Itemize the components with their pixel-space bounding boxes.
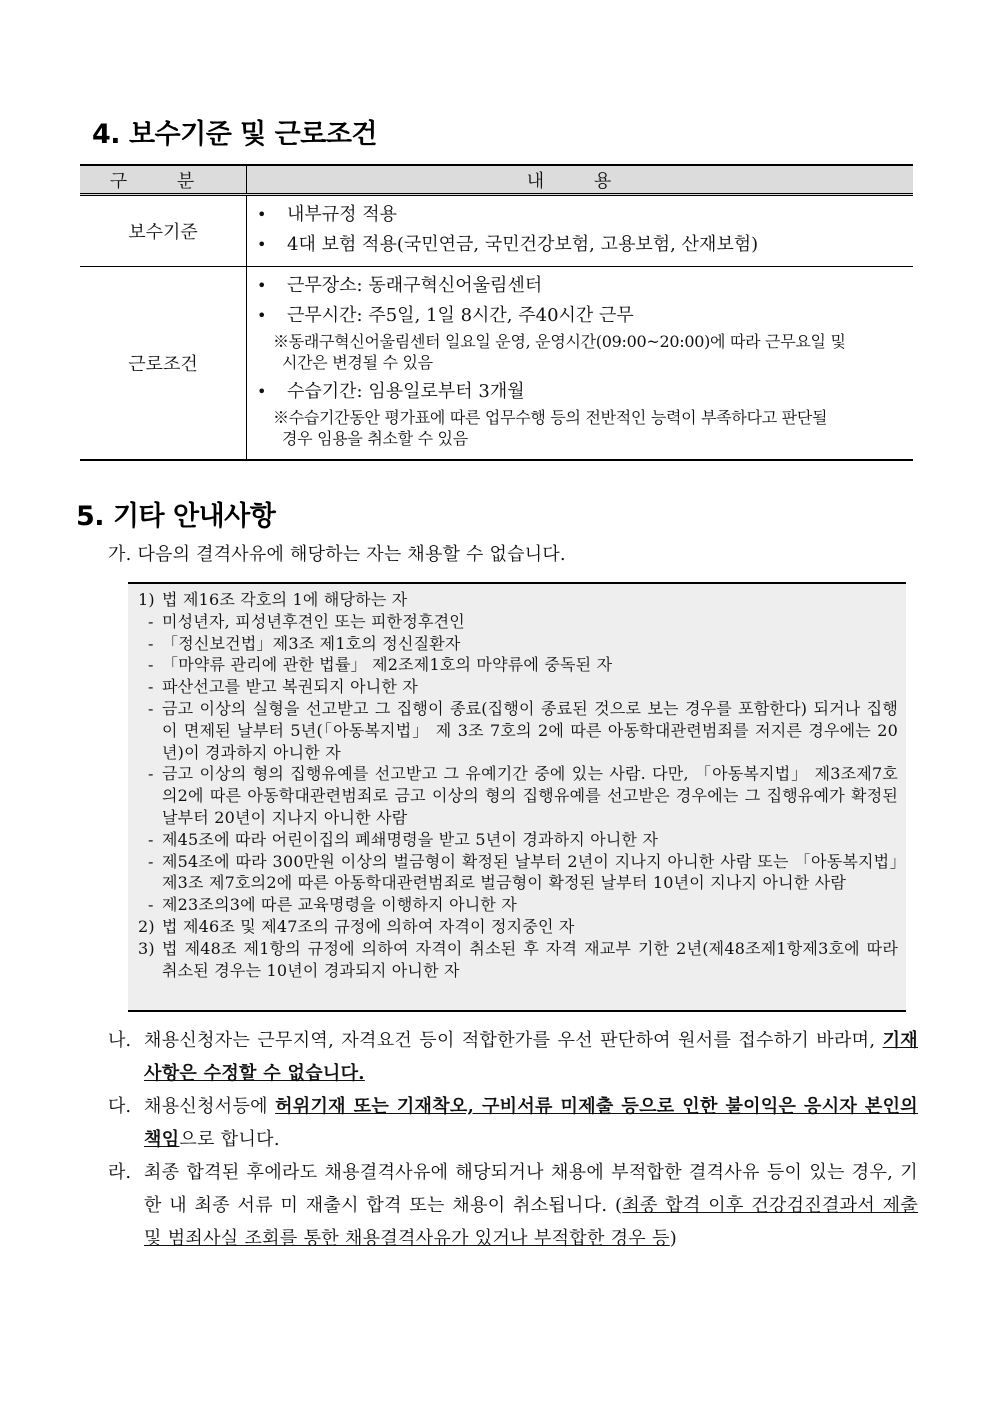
paragraph-na: 나. 채용신청자는 근무지역, 자격요건 등이 적합한가를 우선 판단하여 원서를 접수하기 바라며, 기재사항은 수정할 수 없습니다. [108, 1030, 918, 1084]
list-item: • 근무장소: 동래구혁신어울림센터 [257, 275, 543, 296]
paragraph-da: 다. 채용신청서등에 허위기재 또는 기재착오, 구비서류 미제출 등으로 인한 불이익은 응시자 본인의 책임으로 합니다. [108, 1096, 918, 1150]
list-item: 1) 법 제16조 각호의 1에 해당하는 자 [138, 590, 408, 609]
table-row [80, 195, 913, 267]
list-item: - 금고 이상의 실형을 선고받고 그 집행이 종료(집행이 종료된 것으로 보는 경우를 포함한다) 되거나 집행이 면제된 날부터 5년(「아동복지법」 제 3조 7호의 2에 따른 아동학대관련범죄를 저지른 경우에는 20년)이 경과하지 아니한 자 [148, 698, 898, 762]
list-item: • 4대 보험 적용(국민연금, 국민건강보험, 고용보험, 산재보험) [257, 234, 759, 255]
disqualification-box [128, 582, 906, 1012]
row-label-work: 근로조건 [80, 267, 247, 461]
list-item: • 수습기간: 임용일로부터 3개월 [257, 381, 525, 402]
section-4-title: 4. 보수기준 및 근로조건 [92, 119, 377, 150]
table-header-row [80, 165, 913, 195]
underlined-examples: 최종 합격 이후 건강검진결과서 제출 및 범죄사실 조회를 통한 채용결격사유가 있거나 부적합한 경우 등 [144, 1195, 919, 1249]
list-item: - 「마약류 관리에 관한 법률」 제2조제1호의 마약류에 중독된 자 [148, 655, 613, 675]
list-item: - 제23조의3에 따른 교육명령을 이행하지 아니한 자 [148, 895, 518, 915]
row-content-pay [247, 195, 914, 267]
note-hours: ※동래구혁신어울림센터 일요일 운영, 운영시간(09:00~20:00)에 따라 근무요일 및 시간은 변경될 수 있음 [273, 332, 846, 372]
section-5-title: 5. 기타 안내사항 [76, 501, 276, 532]
note-probation: ※수습기간동안 평가표에 따른 업무수행 등의 전반적인 능력이 부족하다고 판단될 경우 임용을 취소할 수 있음 [273, 408, 828, 448]
paragraph-ga: 가. 다음의 결격사유에 해당하는 자는 채용할 수 없습니다. [108, 544, 566, 565]
list-item: - 파산선고를 받고 복권되지 아니한 자 [148, 677, 418, 697]
emphasis-no-edit: 기재사항은 수정할 수 없습니다. [144, 1030, 918, 1084]
table-row [80, 267, 913, 461]
list-item: 2) 법 제46조 및 제47조의 규정에 의하여 자격이 정지중인 자 [138, 916, 575, 936]
list-item: - 「정신보건법」제3조 제1호의 정신질환자 [148, 633, 461, 653]
conditions-table [80, 164, 913, 461]
paragraph-ra: 라. 최종 합격된 후에라도 채용결격사유에 해당되거나 채용에 부적합한 결격사유 등이 있는 경우, 기한 내 최종 서류 미 재출시 합격 또는 채용이 취소됩니다. (최종 합격 이후 건강검진결과서 제출 및 범죄사실 조회를 통한 채용결격사유가 있거나 부적합한 경우 등) [108, 1162, 919, 1249]
header-content: 내 용 [247, 165, 914, 195]
row-label-pay: 보수기준 [80, 195, 247, 267]
row-content-work [247, 267, 914, 461]
list-item: - 미성년자, 피성년후견인 또는 피한정후견인 [148, 611, 465, 631]
list-item: - 제45조에 따라 어린이집의 폐쇄명령을 받고 5년이 경과하지 아니한 자 [148, 829, 659, 849]
list-item: - 금고 이상의 형의 집행유예를 선고받고 그 유예기간 중에 있는 사람. 다만, 「아동복지법」 제3조제7호의2에 따른 아동학대관련범죄로 금고 이상의 형의 집행유예를 선고받은 경우에는 그 집행유예가 확정된 날부터 20년이 지나지 아니한 사람 [148, 764, 898, 827]
emphasis-responsibility: 허위기재 또는 기재착오, 구비서류 미제출 등으로 인한 불이익은 응시자 본인의 책임 [144, 1096, 918, 1150]
header-category: 구 분 [80, 165, 247, 195]
list-item: - 제54조에 따라 300만원 이상의 벌금형이 확정된 날부터 2년이 지나지 아니한 사람 또는 「아동복지법」제3조 제7호의2에 따른 아동학대관련범죄로 벌금형이 확정된 날부터 10년이 지나지 아니한 사람 [148, 851, 898, 893]
list-item: • 내부규정 적용 [257, 204, 398, 225]
list-item: • 근무시간: 주5일, 1일 8시간, 주40시간 근무 [257, 305, 634, 326]
list-item: 3) 법 제48조 제1항의 규정에 의하여 자격이 취소된 후 자격 재교부 기한 2년(제48조제1항제3호에 따라 취소된 경우는 10년이 경과되지 아니한 자 [138, 938, 898, 980]
